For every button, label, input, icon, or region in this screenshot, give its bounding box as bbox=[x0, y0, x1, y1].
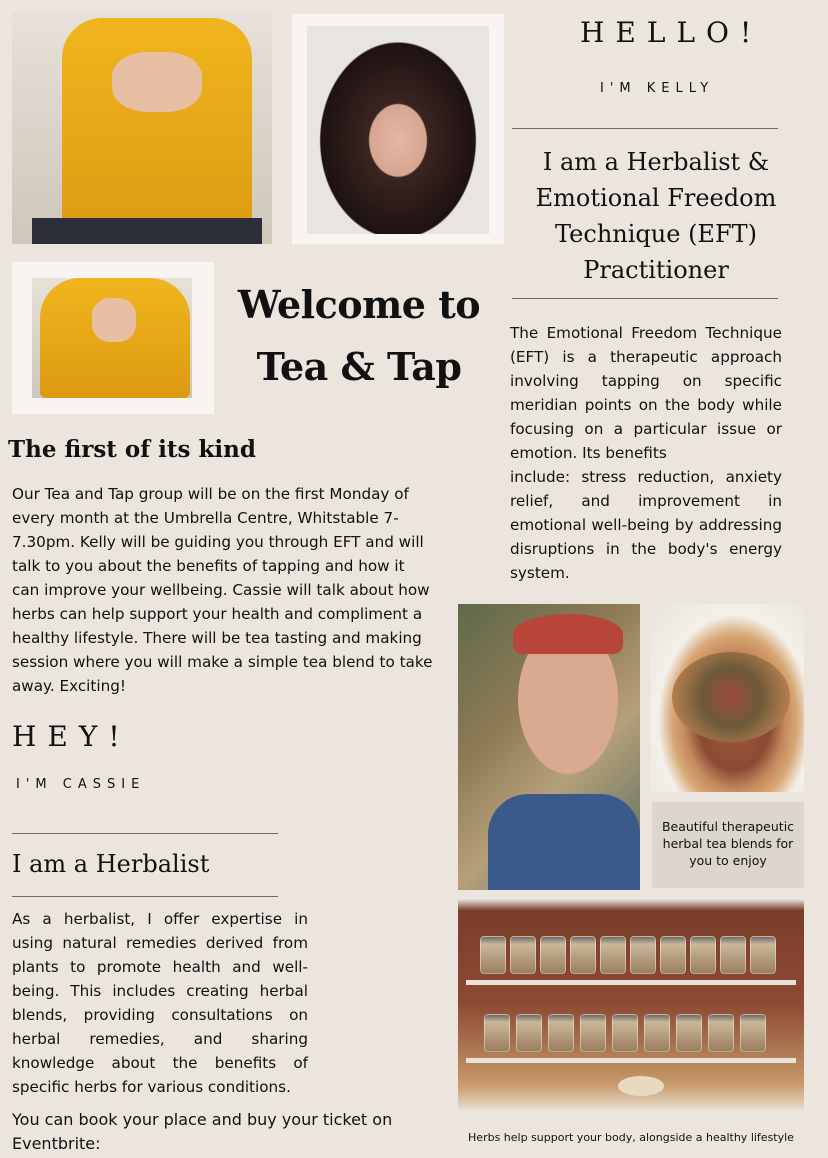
kelly-role-title bbox=[512, 144, 800, 288]
photo-tea-bowl bbox=[650, 604, 804, 792]
kelly-role-line1: I am a Herbalist & bbox=[542, 148, 770, 176]
eft-description bbox=[510, 321, 782, 585]
hello-heading: HELLO! bbox=[580, 16, 763, 49]
photo-cassie bbox=[458, 604, 640, 890]
kelly-role-line3: Technique (EFT) bbox=[555, 220, 757, 248]
divider-cassie-bottom bbox=[12, 896, 278, 897]
photo-kelly-portrait bbox=[307, 26, 489, 234]
tea-blends-caption-box bbox=[652, 802, 804, 888]
booking-text: You can book your place and buy your ticket on Eventbrite: bbox=[12, 1110, 393, 1153]
cassie-role-title: I am a Herbalist bbox=[12, 850, 210, 878]
divider-kelly-top bbox=[512, 128, 778, 129]
cassie-paragraph: As a herbalist, I offer expertise in using natural remedies derived from plants to promote health and well-being. This includes creating herbal blends, providing consultations on herbal remedies, and sharing knowledge about the benefits of specific herbs for various conditions. bbox=[12, 910, 308, 1096]
photo-frame-tapping bbox=[12, 262, 214, 414]
photo-herb-shelf bbox=[458, 898, 804, 1110]
divider-kelly-bottom bbox=[512, 298, 778, 299]
first-of-its-kind-heading: The first of its kind bbox=[8, 436, 256, 463]
first-of-its-kind-paragraph: Our Tea and Tap group will be on the first Monday of every month at the Umbrella Centre, Whitstable 7-7.30pm. Kelly will be guiding you through EFT and will talk to you about the benefits of tapping and how it can improve your wellbeing. Cassie will talk about how herbs can help support your health and compliment a healthy lifestyle. There will be tea tasting and making session where you will make a simple tea blend to take away. Exciting! bbox=[12, 485, 433, 695]
divider-cassie-top bbox=[12, 833, 278, 834]
eft-paragraph: The Emotional Freedom Technique (EFT) is a therapeutic approach involving tapping on specific meridian points on the body while focusing on a particular issue or emotion. Its benefits bbox=[510, 324, 782, 462]
photo-woman-hands-chest bbox=[12, 12, 272, 244]
im-kelly-label: I'M KELLY bbox=[600, 81, 715, 96]
welcome-title-line2: Tea & Tap bbox=[256, 344, 462, 389]
kelly-role-line2: Emotional Freedom bbox=[535, 184, 777, 212]
photo-woman-tapping bbox=[32, 278, 192, 398]
tea-blends-caption: Beautiful therapeutic herbal tea blends for you to enjoy bbox=[661, 819, 795, 868]
photo-frame-kelly bbox=[292, 14, 504, 244]
eft-benefits: include: stress reduction, anxiety relief, and improvement in emotional well-being by addressing disruptions in the body's energy system. bbox=[510, 468, 782, 582]
im-cassie-label: I'M CASSIE bbox=[16, 777, 146, 792]
herbs-caption: Herbs help support your body, alongside a healthy lifestyle bbox=[468, 1131, 794, 1144]
welcome-title-line1: Welcome to bbox=[237, 282, 481, 327]
kelly-role-line4: Practitioner bbox=[583, 256, 729, 284]
hey-heading: HEY! bbox=[12, 720, 131, 753]
welcome-title bbox=[218, 274, 500, 398]
